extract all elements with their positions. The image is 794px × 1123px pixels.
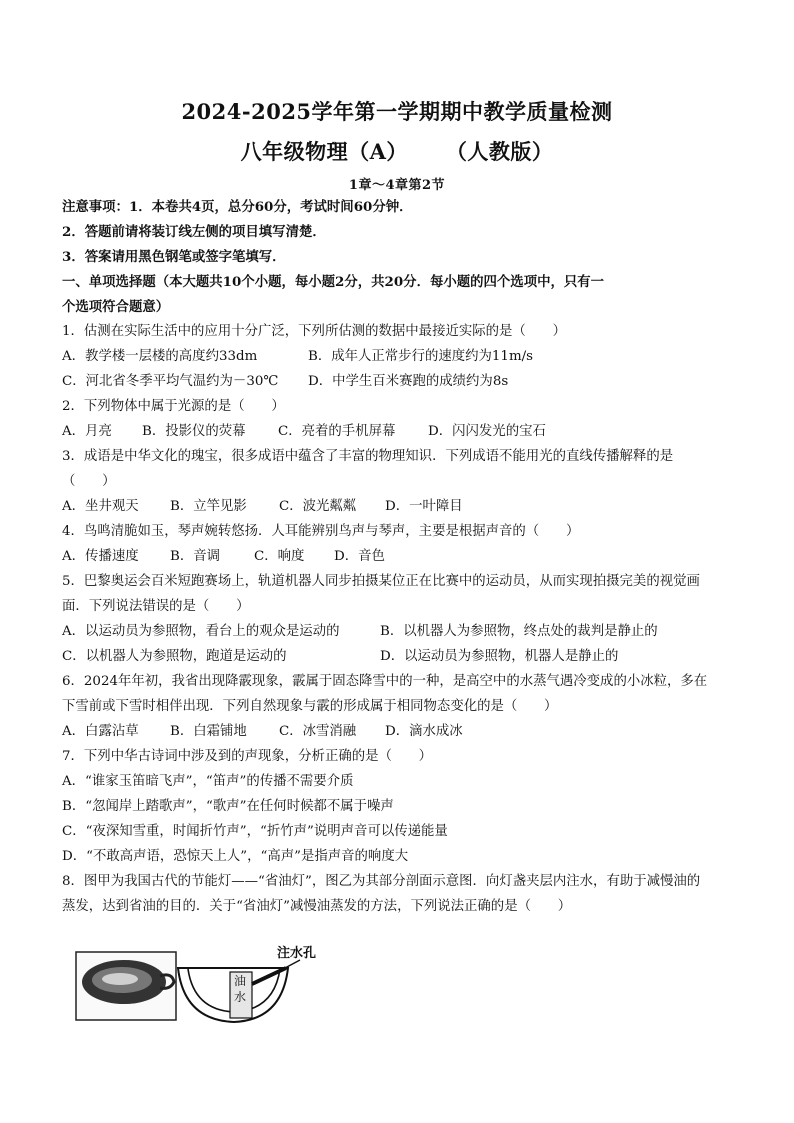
subject-label: 八年级物理（A） [240, 139, 408, 164]
q1-option-d[interactable]: D．中学生百米赛跑的成绩约为8s [308, 374, 509, 389]
exam-scope: 1章～4章第2节 [348, 178, 446, 193]
q1-option-a[interactable]: A．教学楼一层楼的高度约33dm [62, 349, 258, 364]
q2-option-c[interactable]: C．亮着的手机屏幕 [278, 424, 396, 439]
question-3-stem-cont: （ ） [62, 474, 116, 489]
question-8-stem: 8．图甲为我国古代的节能灯——“省油灯”，图乙为其部分剖面示意图．向灯盏夹层内注水，有助于减慢油的 [62, 874, 701, 889]
q5-option-d[interactable]: D．以运动员为参照物，机器人是静止的 [380, 649, 619, 664]
q4-option-a[interactable]: A．传播速度 [62, 549, 139, 564]
q3-option-a[interactable]: A．坐井观天 [62, 499, 139, 514]
question-7-stem: 7．下列中华古诗词中涉及到的声现象，分析正确的是（ ） [62, 749, 433, 764]
q3-option-c[interactable]: C．波光粼粼 [279, 499, 357, 514]
question-6-stem: 6．2024年年初，我省出现降霰现象，霰属于固态降雪中的一种，是高空中的水蒸气遇冷变成的小冰粒，多在 [62, 674, 708, 689]
note-2: 2．答题前请将装订线左侧的项目填写清楚． [62, 224, 326, 240]
note-3: 3．答案请用黑色钢笔或签字笔填写． [62, 249, 286, 265]
q1-option-b[interactable]: B．成年人正常步行的速度约为11m/s [308, 349, 534, 364]
q5-option-c[interactable]: C．以机器人为参照物，跑道是运动的 [62, 649, 287, 664]
q6-option-c[interactable]: C．冰雪消融 [279, 724, 357, 739]
question-1-stem: 1．估测在实际生活中的应用十分广泛，下列所估测的数据中最接近实际的是（ ） [62, 324, 566, 339]
q3-option-d[interactable]: D．一叶障目 [385, 499, 463, 514]
q6-option-d[interactable]: D．滴水成冰 [385, 724, 463, 739]
section-heading: 一、单项选择题（本大题共10个小题，每小题2分，共20分．每小题的四个选项中，只有一 [62, 274, 605, 290]
q3-option-b[interactable]: B．立竿见影 [170, 499, 247, 514]
question-5-stem: 5．巴黎奥运会百米短跑赛场上，轨道机器人同步拍摄某位正在比赛中的运动员，从而实现拍摄完美的视觉画 [62, 574, 700, 589]
oil-lamp-figure [74, 942, 330, 1024]
q2-option-a[interactable]: A．月亮 [62, 424, 112, 439]
q7-option-d[interactable]: D．“不敢高声语，恐惊天上人”，“高声”是指声音的响度大 [62, 849, 409, 864]
section-heading-cont: 个选项符合题意） [62, 299, 170, 315]
q6-option-a[interactable]: A．白露沾草 [62, 724, 139, 739]
note-1: 注意事项：1．本卷共4页，总分60分，考试时间60分钟． [62, 199, 413, 215]
q7-option-a[interactable]: A．“谁家玉笛暗飞声”，“笛声”的传播不需要介质 [62, 774, 354, 789]
exam-subtitle [0, 136, 794, 166]
q2-option-d[interactable]: D．闪闪发光的宝石 [428, 424, 546, 439]
edition-label: （人教版） [445, 139, 554, 164]
question-4-stem: 4．鸟鸣清脆如玉，琴声婉转悠扬．人耳能辨别鸟声与琴声，主要是根据声音的（ ） [62, 524, 580, 539]
q6-option-b[interactable]: B．白霜铺地 [170, 724, 247, 739]
q4-option-d[interactable]: D．音色 [334, 549, 385, 564]
q5-option-a[interactable]: A．以运动员为参照物，看台上的观众是运动的 [62, 624, 340, 639]
q5-option-b[interactable]: B．以机器人为参照物，终点处的裁判是静止的 [380, 624, 658, 639]
q4-option-b[interactable]: B．音调 [170, 549, 221, 564]
q4-option-c[interactable]: C．响度 [254, 549, 305, 564]
water-label: 水 [234, 990, 247, 1004]
lamp-photo-oil [102, 973, 138, 985]
q7-option-b[interactable]: B．“忽闻岸上踏歌声”，“歌声”在任何时候都不属于噪声 [62, 799, 394, 814]
question-5-stem-cont: 面．下列说法错误的是（ ） [62, 599, 250, 614]
q2-option-b[interactable]: B．投影仪的荧幕 [142, 424, 246, 439]
inlet-label: 注水孔 [277, 946, 317, 961]
question-2-stem: 2．下列物体中属于光源的是（ ） [62, 399, 285, 414]
q7-option-c[interactable]: C．“夜深知雪重，时闻折竹声”，“折竹声”说明声音可以传递能量 [62, 824, 448, 839]
oil-label: 油 [234, 974, 247, 988]
q1-option-c[interactable]: C．河北省冬季平均气温约为－30℃ [62, 374, 279, 389]
question-8-stem-cont: 蒸发，达到省油的目的．关于“省油灯”减慢油蒸发的方法，下列说法正确的是（ ） [62, 899, 572, 914]
question-6-stem-cont: 下雪前或下雪时相伴出现．下列自然现象与霰的形成属于相同物态变化的是（ ） [62, 699, 558, 714]
exam-title: 2024-2025学年第一学期期中教学质量检测 [181, 99, 613, 124]
question-3-stem: 3．成语是中华文化的瑰宝，很多成语中蕴含了丰富的物理知识．下列成语不能用光的直线传播解释的是 [62, 449, 674, 464]
